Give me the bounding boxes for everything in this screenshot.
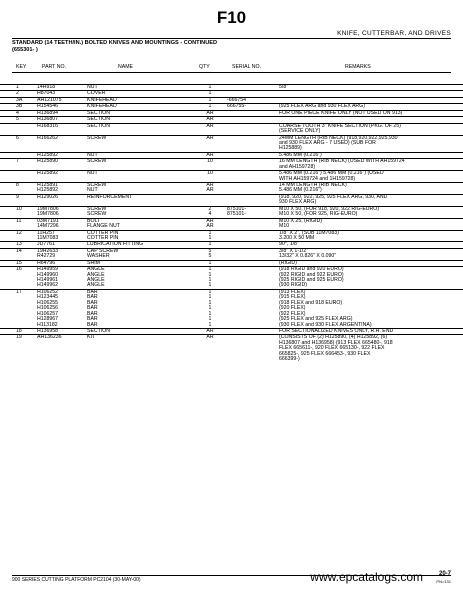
- row-remarks: H136807 and H136958) (913 FLEX 665480-, 918: [279, 339, 393, 346]
- row-remarks: (920 FLEX): [279, 305, 306, 312]
- row-name: COTTER PIN: [87, 234, 119, 241]
- row-remarks: (922 FLEX): [279, 310, 306, 317]
- row-qty: AR: [206, 151, 214, 158]
- row-part-number: H113182: [37, 321, 58, 328]
- row-remarks: (SERVICE ONLY): [279, 128, 321, 135]
- row-part-number: H106257: [37, 310, 59, 317]
- row-key: 4: [16, 109, 19, 116]
- row-part-number: H106255: [37, 299, 59, 306]
- row-part-number: H168316: [37, 122, 59, 129]
- row-remarks: 665825-, 925 FLEX 666453-, 930 FLEX: [279, 350, 371, 357]
- row-part-number: 11H257: [37, 229, 55, 236]
- row-qty: AR: [206, 334, 214, 341]
- row-part-number: H149959: [37, 266, 59, 273]
- row-qty: 1: [208, 90, 212, 97]
- row-qty: 1: [208, 299, 212, 306]
- row-remarks: (915 FLEX): [279, 294, 306, 301]
- row-remarks: FOR ONE PIECE KNIFE ONLY (NOT USED ON 913): [279, 109, 403, 116]
- row-qty: 1: [208, 234, 212, 241]
- row-name: NUT: [87, 84, 98, 90]
- row-remarks: 16 MM LENGTH (RIB NECK) (USED WITH AH159724: [279, 158, 405, 165]
- row-serial-number: -666754: [227, 96, 247, 103]
- row-key: 9: [16, 193, 19, 200]
- row-qty: 1: [208, 294, 212, 301]
- row-name: KNIFEHEAD: [87, 103, 117, 110]
- row-qty: 10: [207, 158, 213, 165]
- footer-publication: 900 SERIES CUTTING PLATFORM PC2104 (30-MAY-00): [12, 577, 141, 583]
- row-part-number: 14H918: [37, 84, 56, 90]
- row-part-number: 14M7296: [37, 223, 59, 230]
- row-name: SECTION: [87, 116, 111, 123]
- row-name: NUT: [87, 187, 98, 194]
- row-key: 3B: [16, 103, 23, 110]
- row-remarks: 13/32" X 0.826" X 0.090": [279, 253, 337, 260]
- row-key: 8: [16, 182, 19, 188]
- row-key: 7: [16, 158, 19, 165]
- row-part-number: JD7761: [37, 241, 55, 248]
- row-remarks: 5/8": [279, 84, 289, 90]
- row-remarks: 14 MM LENGTH (RIB NECK): [279, 182, 347, 188]
- row-remarks: (918 RIGID and 920 EURO): [279, 266, 344, 273]
- row-part-number: 19M7806: [37, 211, 59, 218]
- row-part-number: H106256: [37, 305, 59, 312]
- row-name: BAR: [87, 310, 98, 317]
- row-name: SCREW: [87, 158, 107, 165]
- row-part-number: H125890: [37, 158, 59, 165]
- row-qty: 1: [208, 259, 212, 266]
- row-remarks: M10 X 50, (FOR 918, 920, 922 RIG-EURO): [279, 205, 380, 212]
- row-remarks: (930 RIGID): [279, 282, 307, 289]
- row-name: FLANGE NUT: [87, 223, 120, 230]
- row-qty: 1: [208, 282, 212, 289]
- row-part-number: H123445: [37, 294, 59, 301]
- row-name: NUT: [87, 151, 98, 158]
- row-qty: 1: [208, 271, 212, 278]
- row-remarks: 5.486 MM (0.216"): [279, 151, 322, 158]
- row-part-number: H129026: [37, 193, 59, 200]
- row-name: BAR: [87, 294, 98, 301]
- row-qty: 1: [208, 84, 212, 90]
- row-name: ANGLE: [87, 277, 105, 283]
- row-remarks: M10 X 50, (FOR 925, RIG-EURO): [279, 211, 358, 218]
- row-qty: 2: [208, 205, 212, 212]
- row-qty: 10: [207, 170, 213, 177]
- page-number: 20-7: [438, 571, 451, 577]
- row-key: 15: [16, 259, 22, 266]
- row-remarks: FLEX 665611-, 920 FLEX 665130-, 922 FLEX: [279, 345, 385, 352]
- row-name: SECTION: [87, 109, 111, 116]
- row-qty: 1: [208, 305, 212, 312]
- row-qty: AR: [206, 134, 214, 141]
- row-part-number: AH136236: [37, 334, 62, 341]
- row-name: BAR: [87, 288, 98, 295]
- table-row: [0, 357, 463, 362]
- row-part-number: H125892: [37, 151, 59, 158]
- row-key: 14: [16, 247, 22, 254]
- watermark: www.epcatalogs.com: [310, 570, 423, 584]
- row-name: ANGLE: [87, 271, 105, 278]
- row-part-number: H87043: [37, 90, 56, 97]
- row-remarks: 3.200 X 50 MM: [279, 234, 315, 241]
- row-part-number: H154546: [37, 103, 59, 110]
- row-part-number: H166262: [37, 134, 59, 141]
- row-remarks: M10: [279, 223, 290, 230]
- row-name: BAR: [87, 316, 98, 323]
- row-key: 10: [16, 205, 22, 212]
- header-rule: [12, 38, 451, 39]
- row-name: NUT: [87, 170, 98, 177]
- column-header-rule: [12, 72, 451, 73]
- row-remarks: (922 RIGID and 922 EURO): [279, 271, 344, 278]
- row-part-number: 11M7083: [37, 234, 59, 241]
- subtitle-line2: (655301- ): [12, 47, 38, 53]
- row-qty: 1: [208, 321, 212, 328]
- row-name: BAR: [87, 299, 98, 306]
- row-remarks: WITH AH159724 and 1H159728): [279, 175, 356, 182]
- row-qty: AR: [206, 327, 214, 334]
- row-name: BAR: [87, 321, 98, 328]
- row-name: WASHER: [87, 253, 110, 260]
- row-name: COVER: [87, 90, 106, 97]
- row-serial-number: 875101-: [227, 211, 247, 218]
- row-name: ANGLE: [87, 266, 105, 273]
- subtitle-line1: STANDARD (14 TEETH/IN.) BOLTED KNIVES AND MOUNTINGS - CONTINUED: [12, 40, 218, 46]
- column-header-name: NAME: [118, 64, 133, 70]
- row-qty: AR: [206, 223, 214, 230]
- row-part-number: H106252: [37, 288, 59, 295]
- row-part-number: 19M7806: [37, 205, 59, 212]
- row-part-number: H149960: [37, 271, 59, 278]
- row-qty: AR: [206, 182, 214, 188]
- row-name: SCREW: [87, 211, 107, 218]
- row-qty: AR: [206, 187, 214, 194]
- row-part-number: H149962: [37, 282, 59, 289]
- row-remarks: (CONSISTS OF (2) H125890, (4) H125892, (6): [279, 334, 388, 341]
- row-part-number: H136894: [37, 109, 59, 116]
- row-remarks: H125889): [279, 145, 302, 152]
- row-remarks: 3/8" X 1-1/2": [279, 247, 309, 254]
- row-remarks: (913 FLEX): [279, 288, 306, 295]
- row-part-number: 19H2633: [37, 247, 59, 254]
- column-header-remarks: REMARKS: [345, 64, 371, 70]
- row-qty: 5: [208, 247, 212, 254]
- row-part-number: 03M7191: [37, 217, 59, 224]
- row-part-number: H128967: [37, 316, 59, 323]
- row-remarks: (925 RIGID and 925 EURO): [279, 277, 344, 283]
- column-header-serial-no: SERIAL NO.: [232, 64, 261, 70]
- row-key: 19: [16, 334, 22, 341]
- row-remarks: 24MM LENGTH (RIB NECK) (918,920,922,925,930: [279, 134, 398, 141]
- row-key: 6: [16, 134, 19, 141]
- row-qty: 1: [208, 241, 212, 248]
- row-remarks: (918, 920, 922, 925, 925 FLEX ARG, 930, AND: [279, 193, 388, 200]
- row-qty: AR: [206, 122, 214, 129]
- row-key: 17: [16, 288, 22, 295]
- row-name: COTTER PIN: [87, 229, 119, 236]
- row-remarks: 5.486 MM (0.216"): [279, 187, 322, 194]
- row-remarks: 1/8" X 2", (SUB 11M7083): [279, 229, 339, 236]
- row-remarks: M10 X 25, (RIGID): [279, 217, 322, 224]
- row-qty: AR: [206, 109, 214, 116]
- row-remarks: (RIGID): [279, 259, 297, 266]
- row-qty: AR: [206, 116, 214, 123]
- row-remarks: (918 FLEX and 918 EURO): [279, 299, 343, 306]
- row-remarks: and AH159728): [279, 163, 316, 170]
- row-qty: 1: [208, 96, 212, 103]
- row-name: BAR: [87, 305, 98, 312]
- page-code: F10: [216, 8, 247, 27]
- row-key: 18: [16, 327, 22, 334]
- row-key: 12: [16, 229, 22, 236]
- page-sub-number: PN=131: [436, 579, 451, 584]
- column-header-qty: QTY: [199, 64, 210, 70]
- row-serial-number: 875101-: [227, 205, 247, 212]
- row-name: ANGLE: [87, 282, 105, 289]
- row-key: 5: [16, 116, 19, 123]
- row-name: BOLT: [87, 217, 101, 224]
- row-remarks: 90°, 1/8": [279, 241, 299, 248]
- row-part-number: H125892: [37, 170, 59, 177]
- row-qty: 4: [208, 211, 212, 218]
- row-name: REINFORCEMENT: [87, 193, 133, 200]
- row-name: SECTION: [87, 122, 111, 129]
- row-key: 13: [16, 241, 22, 248]
- row-remarks: (925 FLEX and 925 FLEX ARG): [279, 316, 353, 323]
- row-key: 2: [16, 90, 19, 97]
- row-qty: 1: [208, 266, 212, 273]
- row-remarks: COARSE TOOTH 3" KNIFE SECTION (PKG. OF 25): [279, 122, 401, 129]
- row-key: 3A: [16, 96, 23, 103]
- row-qty: 1: [208, 229, 212, 236]
- row-part-number: H125892: [37, 187, 59, 194]
- row-key: 11: [16, 217, 22, 224]
- row-key: 1: [16, 84, 19, 90]
- row-part-number: H136958: [37, 327, 59, 334]
- row-serial-number: 666755-: [227, 103, 247, 110]
- row-name: KIT: [87, 334, 96, 341]
- row-name: SHIM: [87, 259, 100, 266]
- row-part-number: H64796: [37, 259, 56, 266]
- row-part-number: R42729: [37, 253, 56, 260]
- section-title: KNIFE, CUTTERBAR, AND DRIVES: [337, 30, 451, 37]
- row-qty: 1: [208, 288, 212, 295]
- row-remarks: 930 FLEX ARG): [279, 199, 317, 206]
- row-name: CAP SCREW: [87, 247, 119, 254]
- subtitle: [12, 40, 217, 54]
- row-remarks: 666399-): [279, 356, 300, 363]
- row-remarks: and 930 FLEX ARG - 7 USED) (SUB FOR: [279, 139, 376, 146]
- row-name: SCREW: [87, 134, 107, 141]
- row-qty: AR: [206, 217, 214, 224]
- row-name: LUBRICATION FITTING: [87, 241, 144, 248]
- row-part-number: AH121075: [37, 96, 62, 103]
- row-qty: 1: [208, 103, 212, 110]
- column-header-part-no: PART NO.: [42, 64, 66, 70]
- row-part-number: H136807: [37, 116, 59, 123]
- row-qty: 1: [208, 277, 212, 283]
- row-qty: 5: [208, 253, 212, 260]
- row-name: SCREW: [87, 205, 107, 212]
- row-qty: 1: [208, 316, 212, 323]
- row-remarks: (925 FLEX ARG and 930 FLEX ARG): [279, 103, 365, 110]
- parts-table: [0, 84, 463, 363]
- row-name: SCREW: [87, 182, 107, 188]
- row-name: KNIFEHEAD: [87, 96, 117, 103]
- row-name: SECTION: [87, 327, 111, 334]
- row-remarks: 5.486 MM (0.216") 5.486 MM (0.216") (USED: [279, 170, 384, 177]
- column-header-key: KEY: [16, 64, 27, 70]
- row-part-number: H125891: [37, 182, 59, 188]
- row-qty: 1: [208, 310, 212, 317]
- row-part-number: H149961: [37, 277, 59, 283]
- row-remarks: FOR SECTIONALIZED KNIVES ONLY, R.H. END: [279, 327, 394, 334]
- row-key: 16: [16, 266, 22, 273]
- row-remarks: (930 FLEX and 930 FLEX ARGENTINA): [279, 321, 372, 328]
